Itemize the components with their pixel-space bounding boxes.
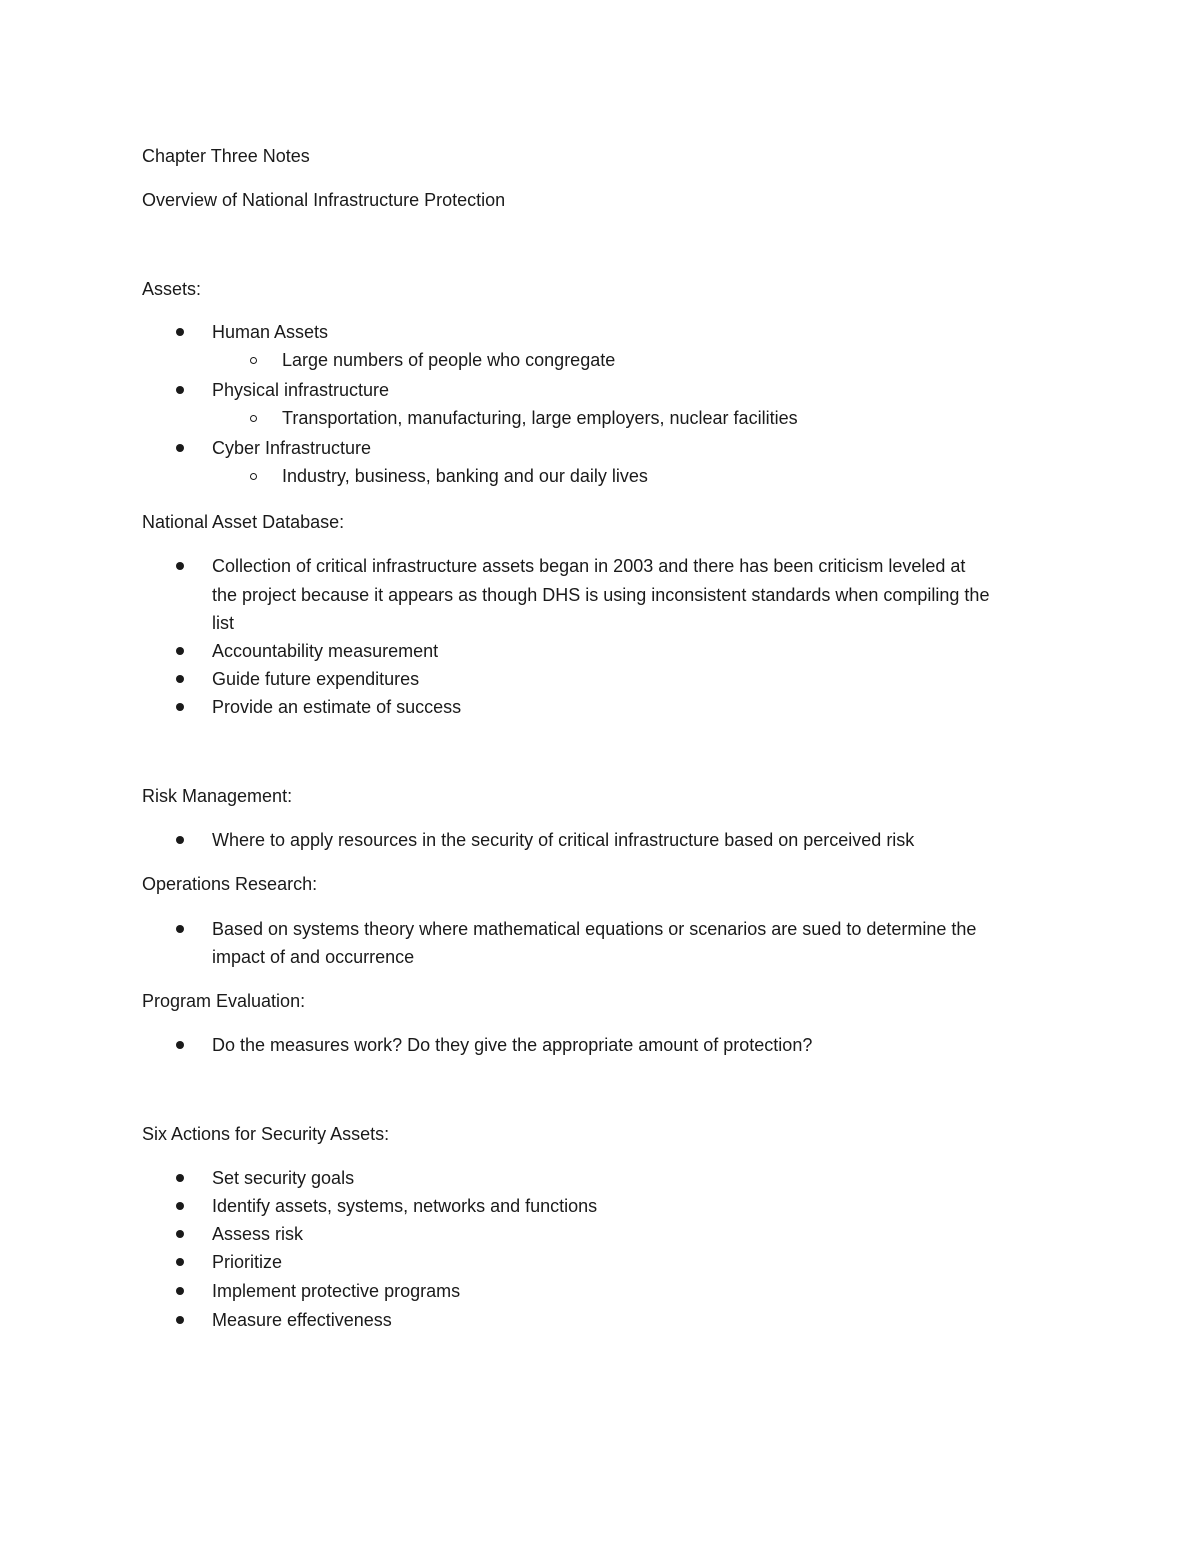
circle-bullet-icon: [250, 415, 257, 422]
document-subtitle: Overview of National Infrastructure Protection: [142, 190, 506, 210]
sub-list-item: Large numbers of people who congregate: [282, 350, 616, 370]
sub-list-item: Transportation, manufacturing, large employers, nuclear facilities: [282, 408, 798, 428]
section-heading-assets: Assets:: [142, 279, 202, 299]
list-item-line: impact of and occurrence: [212, 947, 415, 967]
bullet-icon: [176, 647, 184, 655]
list-item: Measure effectiveness: [212, 1310, 392, 1330]
list-item-line: Based on systems theory where mathematical equations or scenarios are sued to determine the: [212, 919, 977, 939]
section-heading-risk-management: Risk Management:: [142, 786, 293, 806]
list-item-human-assets: Human Assets: [212, 322, 329, 342]
bullet-icon: [176, 925, 184, 933]
list-item: Accountability measurement: [212, 641, 439, 661]
bullet-icon: [176, 703, 184, 711]
bullet-icon: [176, 328, 184, 336]
list-item-physical-infrastructure: Physical infrastructure: [212, 380, 390, 400]
section-heading-program-evaluation: Program Evaluation:: [142, 991, 306, 1011]
list-item-line: the project because it appears as though DHS is using inconsistent standards when compiling the: [212, 585, 990, 605]
circle-bullet-icon: [250, 357, 257, 364]
list-item: Where to apply resources in the security of critical infrastructure based on perceived risk: [212, 830, 915, 850]
bullet-icon: [176, 1287, 184, 1295]
bullet-icon: [176, 1174, 184, 1182]
bullet-icon: [176, 1258, 184, 1266]
bullet-icon: [176, 444, 184, 452]
list-item: Identify assets, systems, networks and functions: [212, 1196, 598, 1216]
circle-bullet-icon: [250, 473, 257, 480]
list-item: Set security goals: [212, 1168, 355, 1188]
bullet-icon: [176, 386, 184, 394]
bullet-icon: [176, 1230, 184, 1238]
bullet-icon: [176, 562, 184, 570]
list-item-cyber-infrastructure: Cyber Infrastructure: [212, 438, 372, 458]
list-item: Implement protective programs: [212, 1281, 461, 1301]
list-item: Prioritize: [212, 1252, 283, 1272]
sub-list-item: Industry, business, banking and our daily lives: [282, 466, 648, 486]
list-item: Provide an estimate of success: [212, 697, 462, 717]
bullet-icon: [176, 1316, 184, 1324]
bullet-icon: [176, 1202, 184, 1210]
section-heading-operations-research: Operations Research:: [142, 874, 318, 894]
bullet-icon: [176, 675, 184, 683]
list-item: Guide future expenditures: [212, 669, 420, 689]
list-item: Do the measures work? Do they give the appropriate amount of protection?: [212, 1035, 813, 1055]
document-title: Chapter Three Notes: [142, 146, 310, 166]
list-item-line: Collection of critical infrastructure assets began in 2003 and there has been criticism leveled at: [212, 556, 966, 576]
section-heading-six-actions: Six Actions for Security Assets:: [142, 1124, 390, 1144]
bullet-icon: [176, 836, 184, 844]
section-heading-national-asset-database: National Asset Database:: [142, 512, 345, 532]
list-item: Assess risk: [212, 1224, 304, 1244]
bullet-icon: [176, 1041, 184, 1049]
list-item-line: list: [212, 613, 234, 633]
